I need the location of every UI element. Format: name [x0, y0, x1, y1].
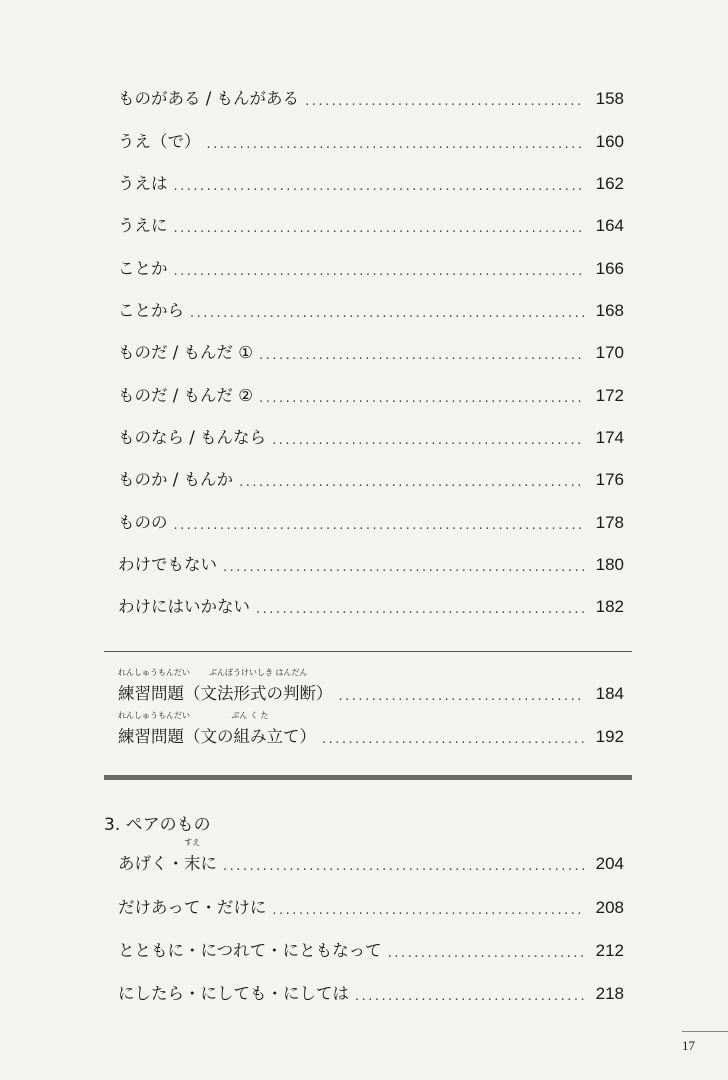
- toc-page-number: 204: [595, 854, 624, 873]
- toc-entry-label: ことか: [118, 259, 168, 278]
- leader-dots: [259, 386, 584, 412]
- toc-page-number: 212: [595, 941, 624, 960]
- footer-rule: [682, 1031, 728, 1032]
- toc-entry-label: ものなら / もんなら: [118, 428, 267, 447]
- leader-dots: [339, 684, 585, 710]
- toc-page-number: 158: [595, 89, 624, 108]
- toc-entry-label: うえ（で）: [118, 132, 201, 151]
- toc-entry[interactable]: [118, 256, 624, 282]
- leader-dots: [305, 89, 584, 115]
- leader-dots: [322, 727, 584, 753]
- toc-entry[interactable]: [118, 86, 624, 112]
- toc-entry-label: ことから: [118, 301, 184, 320]
- ruby-word: 末 すえ: [184, 838, 201, 873]
- toc-page-number: 208: [595, 898, 624, 917]
- toc-page-number: 184: [595, 684, 624, 703]
- furigana: れんしゅうもんだい: [118, 668, 190, 677]
- toc-entry[interactable]: [118, 981, 624, 1007]
- leader-dots: [174, 174, 585, 200]
- toc-entry[interactable]: [118, 895, 624, 921]
- leader-dots: [207, 132, 585, 158]
- toc-entry-label: ものの: [118, 513, 168, 532]
- toc-entry-exercise[interactable]: [118, 668, 624, 707]
- leader-dots: [355, 984, 584, 1010]
- toc-entry-label: とともに・につれて・にともなって: [118, 941, 382, 960]
- leader-dots: [388, 941, 584, 967]
- footer-page-number: 17: [682, 1038, 695, 1053]
- toc-entry[interactable]: [118, 298, 624, 324]
- toc-entry-label: ものだ / もんだ ①: [118, 343, 254, 362]
- toc-entry[interactable]: [118, 129, 624, 155]
- leader-dots: [174, 513, 585, 539]
- furigana: すえ: [184, 838, 201, 847]
- toc-entry-label: ものだ / もんだ ②: [118, 386, 254, 405]
- ruby-word: 練習問題 れんしゅうもんだい: [118, 668, 190, 703]
- toc-entry-label: にしたら・にしても・にしては: [118, 984, 349, 1003]
- toc-entry[interactable]: [118, 383, 624, 409]
- toc-entry-label: うえに: [118, 216, 168, 235]
- furigana: れんしゅうもんだい: [118, 711, 190, 720]
- leader-dots: [223, 854, 584, 880]
- ruby-word: （文の組み立て） ぶん く た: [184, 711, 316, 746]
- toc-page-number: 168: [595, 301, 624, 320]
- toc-entry-label: ものか / もんか: [118, 470, 234, 489]
- toc-entry-label: うえは: [118, 174, 168, 193]
- toc-page-number: 162: [595, 174, 624, 193]
- toc-entry-exercise[interactable]: [118, 711, 624, 750]
- leader-dots: [256, 597, 584, 623]
- toc-entry[interactable]: [118, 938, 624, 964]
- leader-dots: [223, 555, 584, 581]
- toc-entry-label: ものがある / もんがある: [118, 89, 300, 108]
- furigana: ぶん く た: [231, 711, 269, 720]
- divider: [104, 651, 632, 652]
- toc-page-number: 182: [595, 597, 624, 616]
- leader-dots: [174, 216, 585, 242]
- toc-entry[interactable]: [118, 467, 624, 493]
- section-divider: [104, 775, 632, 780]
- toc-entry-label: [118, 668, 333, 707]
- toc-entry[interactable]: [118, 594, 624, 620]
- leader-dots: [174, 259, 585, 285]
- leader-dots: [239, 470, 584, 496]
- toc-entry[interactable]: [118, 510, 624, 536]
- toc-page-number: 164: [595, 216, 624, 235]
- toc-page-number: 160: [595, 132, 624, 151]
- leader-dots: [190, 301, 584, 327]
- toc-entry-label: あげく・末 すえ に: [118, 851, 217, 877]
- toc-entry[interactable]: [118, 838, 624, 877]
- toc-page-number: 170: [595, 343, 624, 362]
- toc-page-number: 176: [595, 470, 624, 489]
- toc-entry[interactable]: [118, 340, 624, 366]
- toc-entry-label: わけにはいかない: [118, 597, 250, 616]
- section-heading: 3. ペアのもの: [104, 815, 211, 835]
- toc-entry[interactable]: [118, 171, 624, 197]
- toc-entry-label: わけでもない: [118, 555, 217, 574]
- toc-page-number: 180: [595, 555, 624, 574]
- toc-entry-label: [118, 711, 316, 750]
- leader-dots: [272, 428, 584, 454]
- toc-entry[interactable]: [118, 552, 624, 578]
- toc-page-number: 192: [595, 727, 624, 746]
- toc-page-number: 172: [595, 386, 624, 405]
- furigana: ぶんぽうけいしき はんだん: [208, 668, 308, 677]
- toc-page-number: 166: [595, 259, 624, 278]
- toc-entry[interactable]: [118, 213, 624, 239]
- toc-page-number: 218: [595, 984, 624, 1003]
- leader-dots: [259, 343, 584, 369]
- toc-entry[interactable]: [118, 425, 624, 451]
- toc-page-number: 178: [595, 513, 624, 532]
- ruby-word: （文法形式の判断） ぶんぽうけいしき はんだん: [184, 668, 333, 703]
- ruby-word: 練習問題 れんしゅうもんだい: [118, 711, 190, 746]
- leader-dots: [272, 898, 584, 924]
- toc-entry-label: だけあって・だけに: [118, 898, 267, 917]
- toc-page-number: 174: [595, 428, 624, 447]
